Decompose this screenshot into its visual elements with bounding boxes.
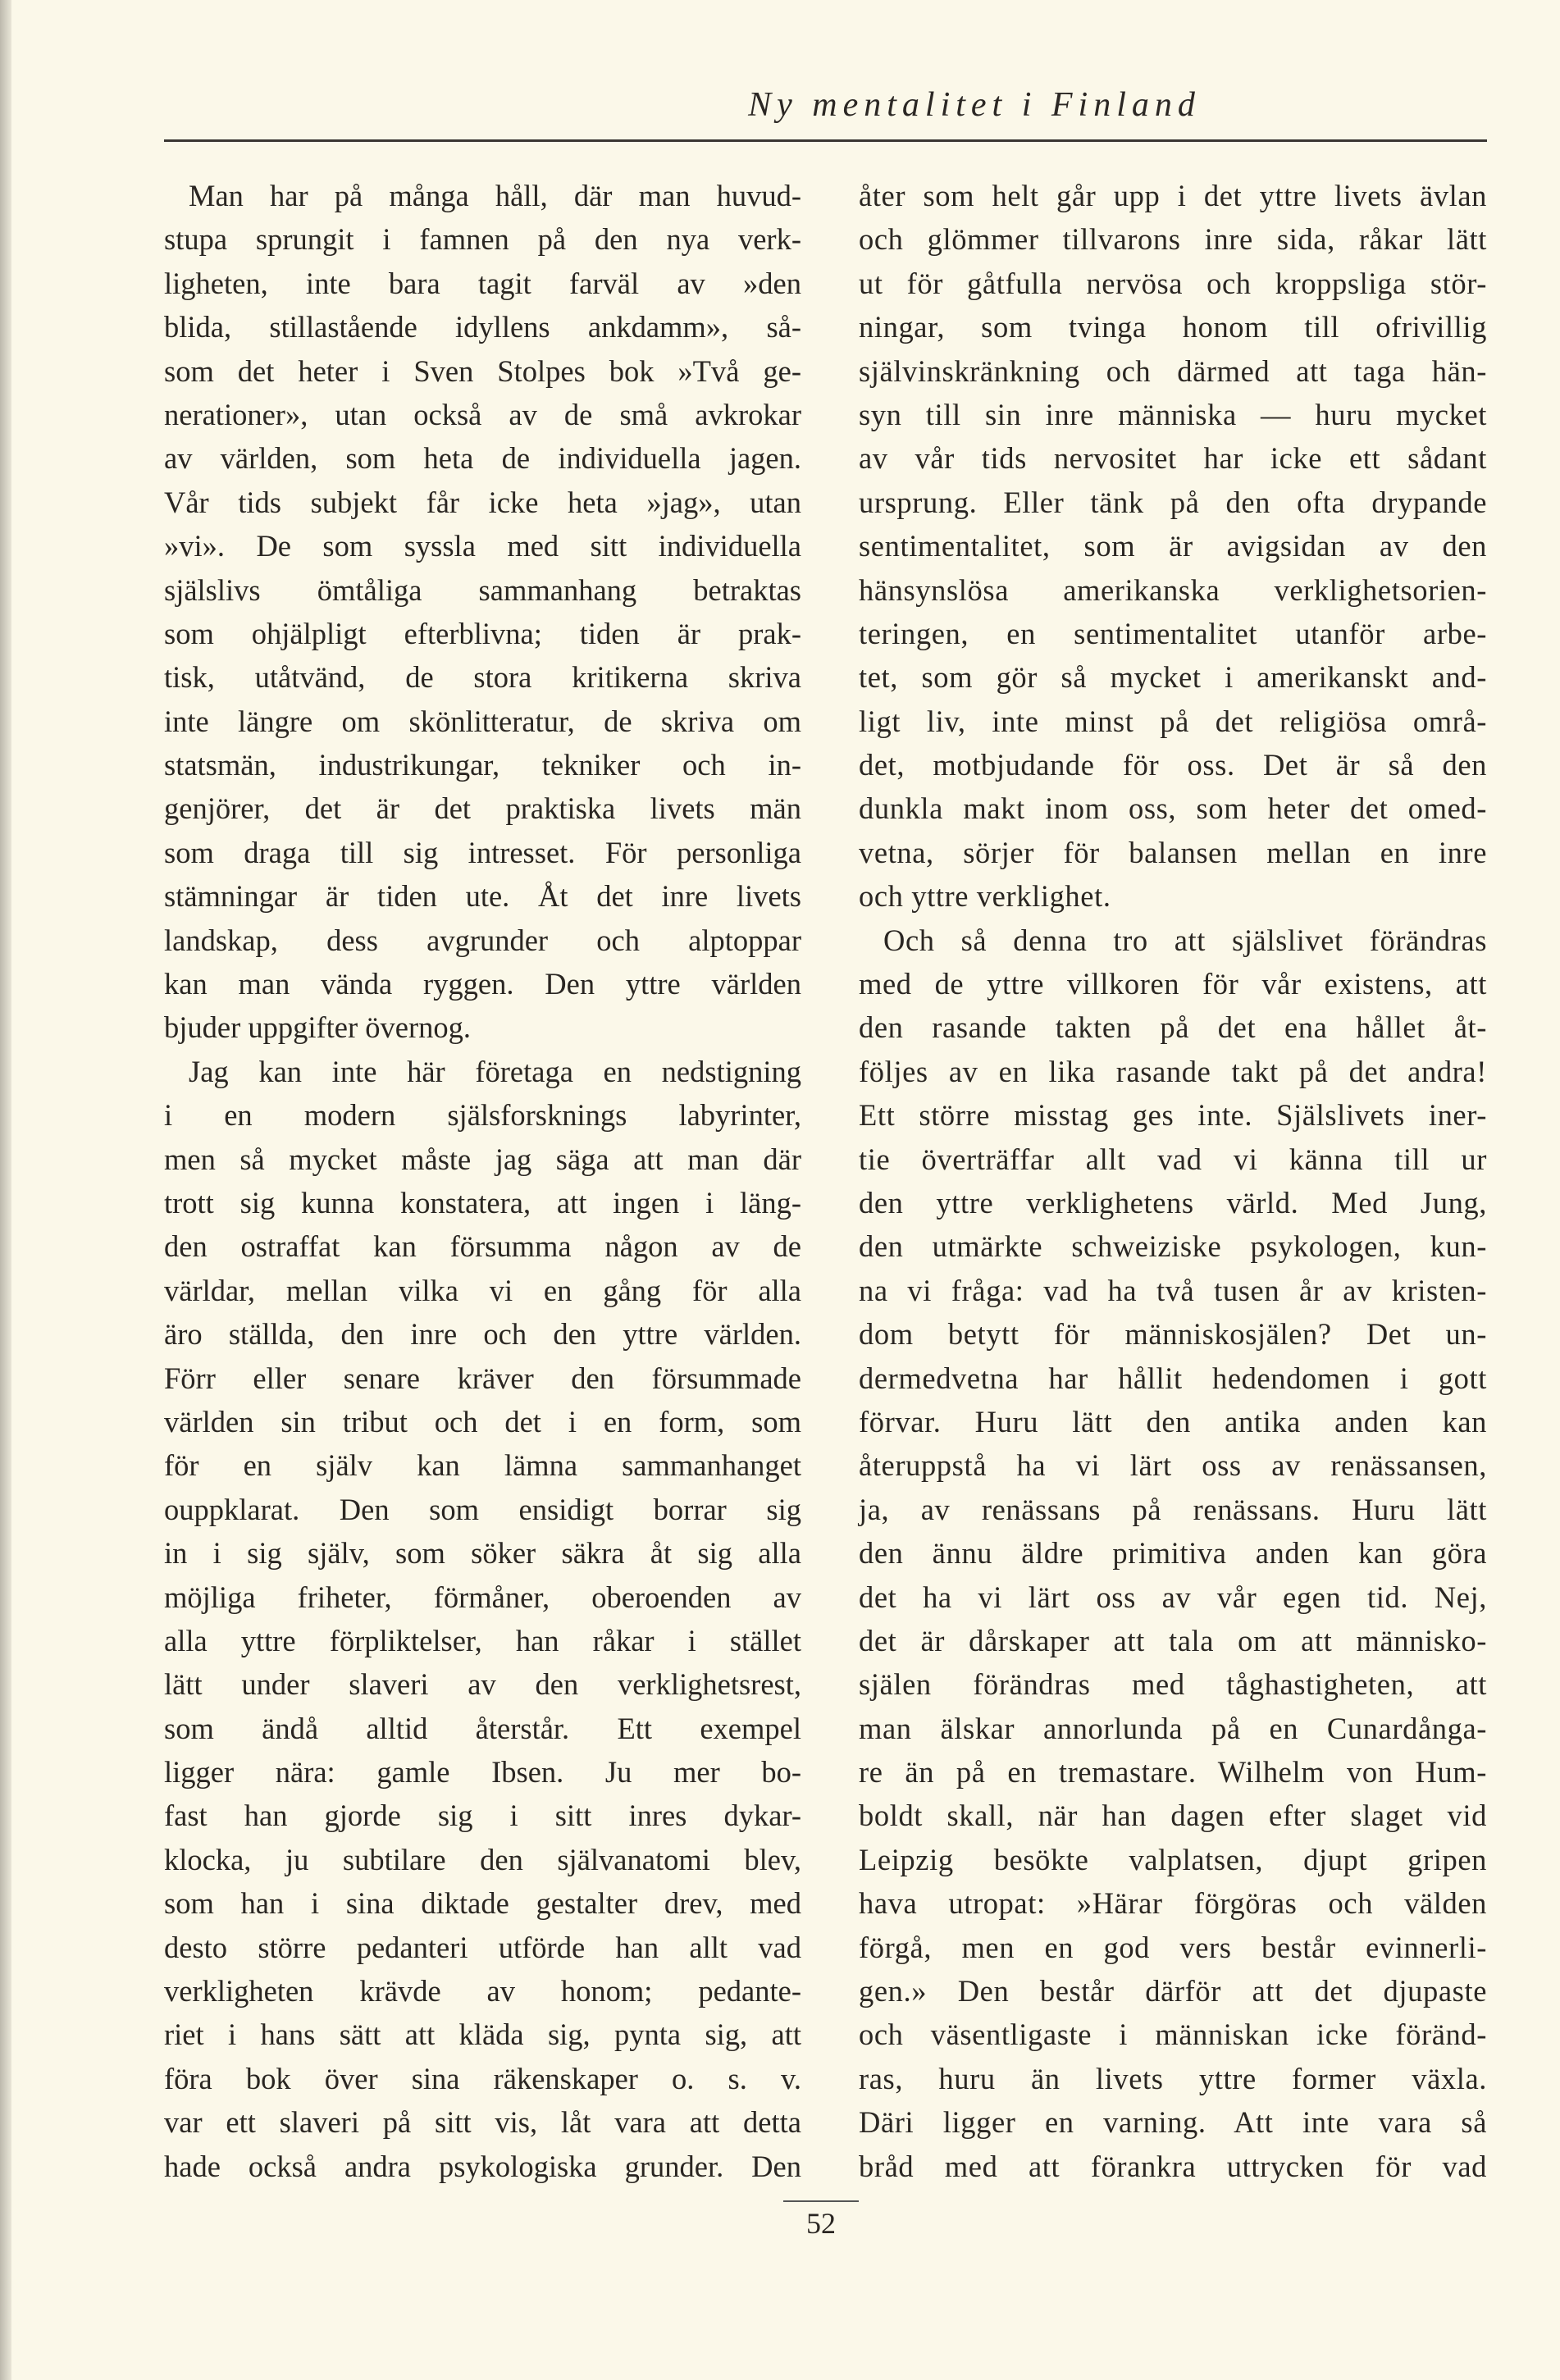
- text-line: ligt liv, inte minst på det religiösa områ-: [859, 704, 1487, 738]
- text-line: riet i hans sätt att kläda sig, pynta sig, att: [164, 2018, 801, 2052]
- text-line: för en själv kan lämna sammanhanget: [164, 1448, 801, 1483]
- text-line: men så mycket måste jag säga att man där: [164, 1142, 801, 1176]
- text-line: Förr eller senare kräver den försummade: [164, 1361, 801, 1395]
- text-line: bråd med att förankra uttrycken för vad: [859, 2149, 1487, 2183]
- page-number: 52: [806, 2207, 836, 2240]
- text-line: i en modern själsforsknings labyrinter,: [164, 1098, 801, 1133]
- text-line: stämningar är tiden ute. Åt det inre livets: [164, 879, 801, 914]
- text-line: »vi». De som syssla med sitt individuella: [164, 529, 801, 563]
- text-line: den ostraffat kan försumma någon av de: [164, 1229, 801, 1264]
- text-line: tie överträffar allt vad vi känna till ur: [859, 1142, 1487, 1176]
- header-rule: [164, 139, 1487, 142]
- text-line: alla yttre förpliktelser, han råkar i stället: [164, 1623, 801, 1657]
- text-line: och väsentligaste i människan icke föränd-: [859, 2018, 1487, 2052]
- text-line: ningar, som tvinga honom till ofrivillig: [859, 310, 1487, 344]
- text-line: landskap, dess avgrunder och alptoppar: [164, 923, 801, 957]
- text-line: fast han gjorde sig i sitt inres dykar-: [164, 1799, 801, 1833]
- text-line: den ännu äldre primitiva anden kan göra: [859, 1536, 1487, 1571]
- text-line: ligger nära: gamle Ibsen. Ju mer bo-: [164, 1755, 801, 1790]
- text-line: man älskar annorlunda på en Cunardånga-: [859, 1711, 1487, 1745]
- text-line: som ohjälpligt efterblivna; tiden är prak-: [164, 616, 801, 650]
- text-line: själslivs ömtåliga sammanhang betraktas: [164, 572, 801, 607]
- text-line: med de yttre villkoren för vår existens, att: [859, 967, 1487, 1001]
- text-line: Man har på många håll, där man huvud-: [189, 179, 801, 212]
- text-line: desto större pedanteri utförde han allt vad: [164, 1930, 801, 1964]
- text-line: som det heter i Sven Stolpes bok »Två ge-: [164, 353, 801, 388]
- text-line: bjuder uppgifter övernog.: [164, 1010, 472, 1045]
- text-line: dom betytt för människosjälen? Det un-: [859, 1317, 1487, 1352]
- text-line: av vår tids nervositet har icke ett sådant: [859, 441, 1487, 476]
- text-line: självinskränkning och därmed att taga hän-: [859, 353, 1487, 388]
- text-line: teringen, en sentimentalitet utanför arbe-: [859, 616, 1487, 650]
- text-line: tet, som gör så mycket i amerikanskt and-: [859, 660, 1487, 695]
- right-text-column: [859, 174, 1487, 2188]
- text-line: åter som helt går upp i det yttre livets ävlan: [859, 179, 1487, 212]
- text-line: verkligheten krävde av honom; pedante-: [164, 1974, 801, 2008]
- running-header-title: Ny mentalitet i Finland: [748, 86, 1201, 124]
- text-line: hade också andra psykologiska grunder. Den: [164, 2149, 801, 2183]
- text-line: världen sin tribut och det i en form, som: [164, 1404, 801, 1438]
- text-line: av världen, som heta de individuella jagen.: [164, 441, 801, 476]
- text-line: världar, mellan vilka vi en gång för alla: [164, 1273, 801, 1307]
- text-line: in i sig själv, som söker säkra åt sig alla: [164, 1536, 801, 1571]
- text-line: inte längre om skönlitteratur, de skriva om: [164, 704, 801, 738]
- text-line: det är dårskaper att tala om att människo-: [859, 1623, 1487, 1657]
- text-line: äro ställda, den inre och den yttre världen.: [164, 1317, 801, 1352]
- text-line: Jag kan inte här företaga en nedstigning: [189, 1054, 801, 1088]
- text-line: den utmärkte schweiziske psykologen, kun-: [859, 1229, 1487, 1264]
- left-text-column: [164, 174, 801, 2188]
- text-line: ras, huru än livets yttre former växla.: [859, 2061, 1487, 2095]
- text-line: möjliga friheter, förmåner, oberoenden av: [164, 1580, 801, 1614]
- text-line: och glömmer tillvarons inre sida, råkar lätt: [859, 222, 1487, 257]
- text-line: ouppklarat. Den som ensidigt borrar sig: [164, 1492, 801, 1526]
- text-line: re än på en tremastare. Wilhelm von Hum-: [859, 1755, 1487, 1790]
- text-line: kan man vända ryggen. Den yttre världen: [164, 967, 801, 1001]
- text-line: Ett större misstag ges inte. Själslivets iner-: [859, 1098, 1487, 1133]
- text-line: genjörer, det är det praktiska livets män: [164, 791, 801, 826]
- text-line: dermedvetna har hållit hedendomen i gott: [859, 1361, 1487, 1395]
- text-line: stupa sprungit i famnen på den nya verk-: [164, 222, 801, 257]
- text-line: följes av en lika rasande takt på det andra!: [859, 1054, 1487, 1088]
- text-line: statsmän, industrikungar, tekniker och in-: [164, 748, 801, 782]
- text-line: ligheten, inte bara tagit farväl av »den: [164, 266, 801, 300]
- text-line: boldt skall, när han dagen efter slaget vid: [859, 1799, 1487, 1833]
- text-line: sentimentalitet, som är avigsidan av den: [859, 529, 1487, 563]
- text-line: ut för gåtfulla nervösa och kroppsliga stör-: [859, 266, 1487, 300]
- text-line: och yttre verklighet.: [859, 879, 1111, 914]
- text-line: var ett slaveri på sitt vis, låt vara att detta: [164, 2105, 801, 2140]
- text-line: na vi fråga: vad ha två tusen år av kristen-: [859, 1273, 1487, 1307]
- text-line: gen.» Den består därför att det djupaste: [859, 1974, 1487, 2008]
- text-line: dunkla makt inom oss, som heter det omed-: [859, 791, 1487, 826]
- text-line: Vår tids subjekt får icke heta »jag», utan: [164, 485, 801, 519]
- text-line: återuppstå ha vi lärt oss av renässansen,: [859, 1448, 1487, 1483]
- page-number-rule: [783, 2200, 859, 2202]
- text-line: syn till sin inre människa — huru mycket: [859, 397, 1487, 431]
- text-line: det, motbjudande för oss. Det är så den: [859, 748, 1487, 782]
- text-line: blida, stillastående idyllens ankdamm», så-: [164, 310, 801, 344]
- text-line: själen förändras med tåghastigheten, att: [859, 1667, 1487, 1702]
- text-line: förgå, men en god vers består evinnerli-: [859, 1930, 1487, 1964]
- text-line: trott sig kunna konstatera, att ingen i läng-: [164, 1185, 801, 1220]
- text-line: hänsynslösa amerikanska verklighetsorien-: [859, 572, 1487, 607]
- text-line: den rasande takten på det ena hållet åt-: [859, 1010, 1487, 1045]
- text-line: den yttre verklighetens värld. Med Jung,: [859, 1185, 1487, 1220]
- text-line: Däri ligger en varning. Att inte vara så: [859, 2105, 1487, 2140]
- text-line: vetna, sörjer för balansen mellan en inre: [859, 835, 1487, 869]
- text-line: ja, av renässans på renässans. Huru lätt: [859, 1492, 1487, 1526]
- text-line: lätt under slaveri av den verklighetsrest,: [164, 1667, 801, 1702]
- text-line: ursprung. Eller tänk på den ofta drypande: [859, 485, 1487, 519]
- text-line: Leipzig besökte valplatsen, djupt gripen: [859, 1842, 1487, 1876]
- text-line: som ändå alltid återstår. Ett exempel: [164, 1711, 801, 1745]
- text-line: som han i sina diktade gestalter drev, med: [164, 1886, 801, 1921]
- text-line: förvar. Huru lätt den antika anden kan: [859, 1404, 1487, 1438]
- text-line: det ha vi lärt oss av vår egen tid. Nej,: [859, 1580, 1487, 1614]
- text-line: tisk, utåtvänd, de stora kritikerna skriva: [164, 660, 801, 695]
- text-line: klocka, ju subtilare den självanatomi blev,: [164, 1842, 801, 1876]
- scan-edge: [0, 0, 11, 2380]
- text-line: Och så denna tro att själslivet förändras: [883, 923, 1487, 957]
- text-line: som draga till sig intresset. För personliga: [164, 835, 801, 869]
- text-line: föra bok över sina räkenskaper o. s. v.: [164, 2061, 801, 2095]
- text-line: nerationer», utan också av de små avkrokar: [164, 397, 801, 431]
- text-line: hava utropat: »Härar förgöras och välden: [859, 1886, 1487, 1921]
